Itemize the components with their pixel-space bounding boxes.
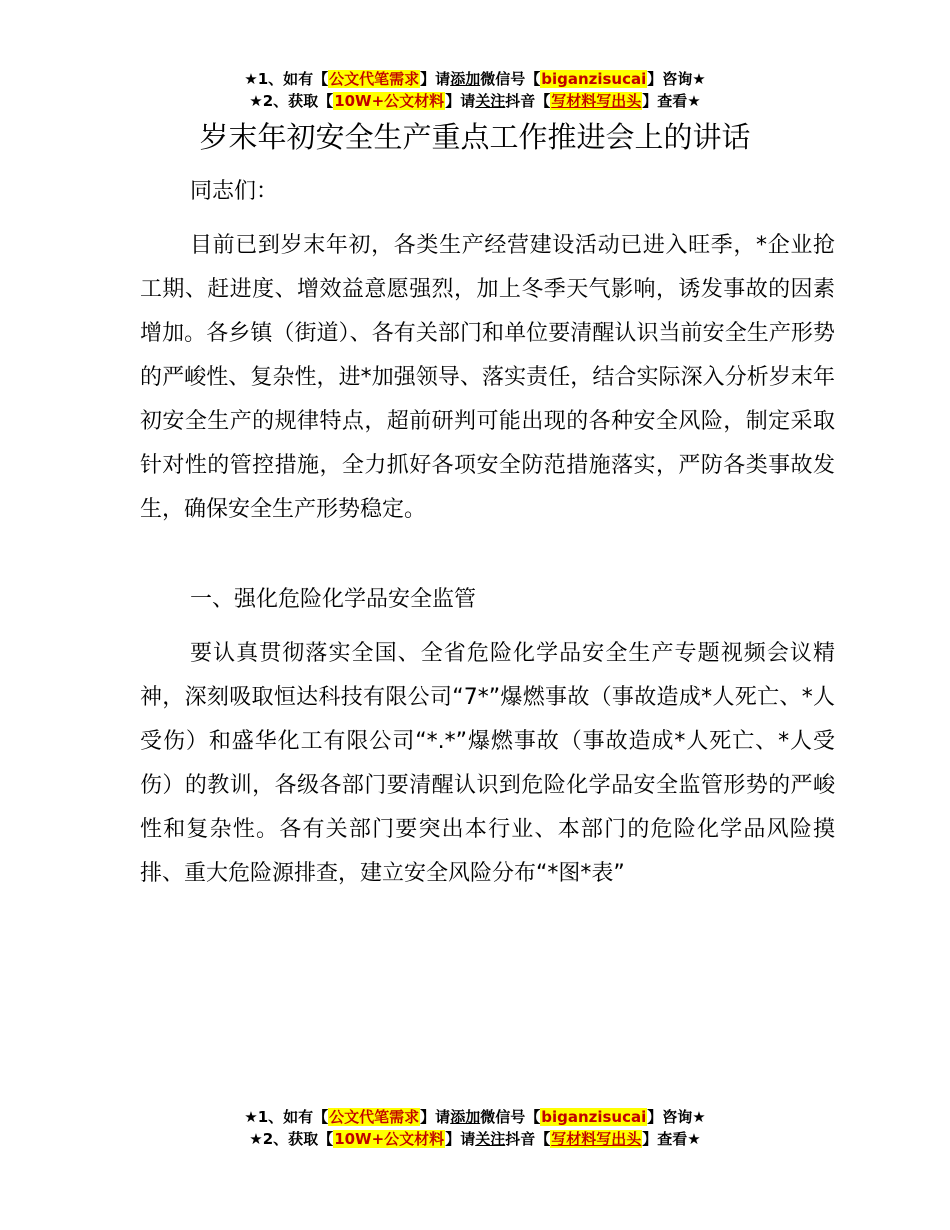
promo-highlight-service: 公文代笔需求: [329, 1108, 420, 1126]
promo-emphasis-add: 添加: [450, 70, 481, 88]
promo-line-1: ★1、如有【公文代笔需求】请添加微信号【biganzisucai】咨询★: [244, 1108, 706, 1126]
promo-highlight-douyin: 写材料写出头: [551, 1130, 642, 1148]
promo-line-2: ★2、获取【10W+公文材料】请关注抖音【写材料写出头】查看★: [249, 1130, 701, 1148]
promo-line-2: ★2、获取【10W+公文材料】请关注抖音【写材料写出头】查看★: [249, 92, 701, 110]
promo-line-1: ★1、如有【公文代笔需求】请添加微信号【biganzisucai】咨询★: [244, 70, 706, 88]
section-heading-1: 一、强化危险化学品安全监管: [190, 587, 477, 612]
promo-highlight-materials: 10W+公文材料: [334, 92, 445, 110]
promo-highlight-service: 公文代笔需求: [329, 70, 420, 88]
promo-emphasis-add: 添加: [450, 1108, 481, 1126]
salutation: 同志们：: [190, 179, 279, 204]
section-heading-1-block: [140, 578, 835, 622]
footer-promo-banner: [0, 1106, 950, 1150]
promo-highlight-wechat-id: biganzisucai: [541, 70, 647, 88]
promo-emphasis-follow: 关注: [475, 1130, 506, 1148]
paragraph-1-block: [140, 224, 835, 532]
promo-highlight-douyin: 写材料写出头: [551, 92, 642, 110]
paragraph-1: 目前已到岁末年初，各类生产经营建设活动已进入旺季，*企业抢工期、赶进度、增效益意愿强烈，加上冬季天气影响，诱发事故的因素增加。各乡镇（街道）、各有关部门和单位要清醒认识当前安全生产形势的严峻性、复杂性，进*加强领导、落实责任，结合实际深入分析岁末年初安全生产的规律特点，超前研判可能出现的各种安全风险，制定采取针对性的管控措施，全力抓好各项安全防范措施落实，严防各类事故发生，确保安全生产形势稳定。: [140, 233, 835, 522]
promo-highlight-wechat-id: biganzisucai: [541, 1108, 647, 1126]
paragraph-2: 要认真贯彻落实全国、全省危险化学品安全生产专题视频会议精神，深刻吸取恒达科技有限公司“7*”爆燃事故（事故造成*人死亡、*人受伤）和盛华化工有限公司“*.*”爆燃事故（事故造成*人死亡、*人受伤）的教训，各级各部门要清醒认识到危险化学品安全监管形势的严峻性和复杂性。各有关部门要突出本行业、本部门的危险化学品风险摸排、重大危险源排查，建立安全风险分布“*图*表”: [140, 641, 835, 886]
salutation-block: [140, 170, 835, 214]
header-promo-banner: [0, 68, 950, 112]
document-title: 岁末年初安全生产重点工作推进会上的讲话: [199, 120, 751, 154]
paragraph-2-block: [140, 632, 835, 896]
promo-emphasis-follow: 关注: [475, 92, 506, 110]
promo-highlight-materials: 10W+公文材料: [334, 1130, 445, 1148]
